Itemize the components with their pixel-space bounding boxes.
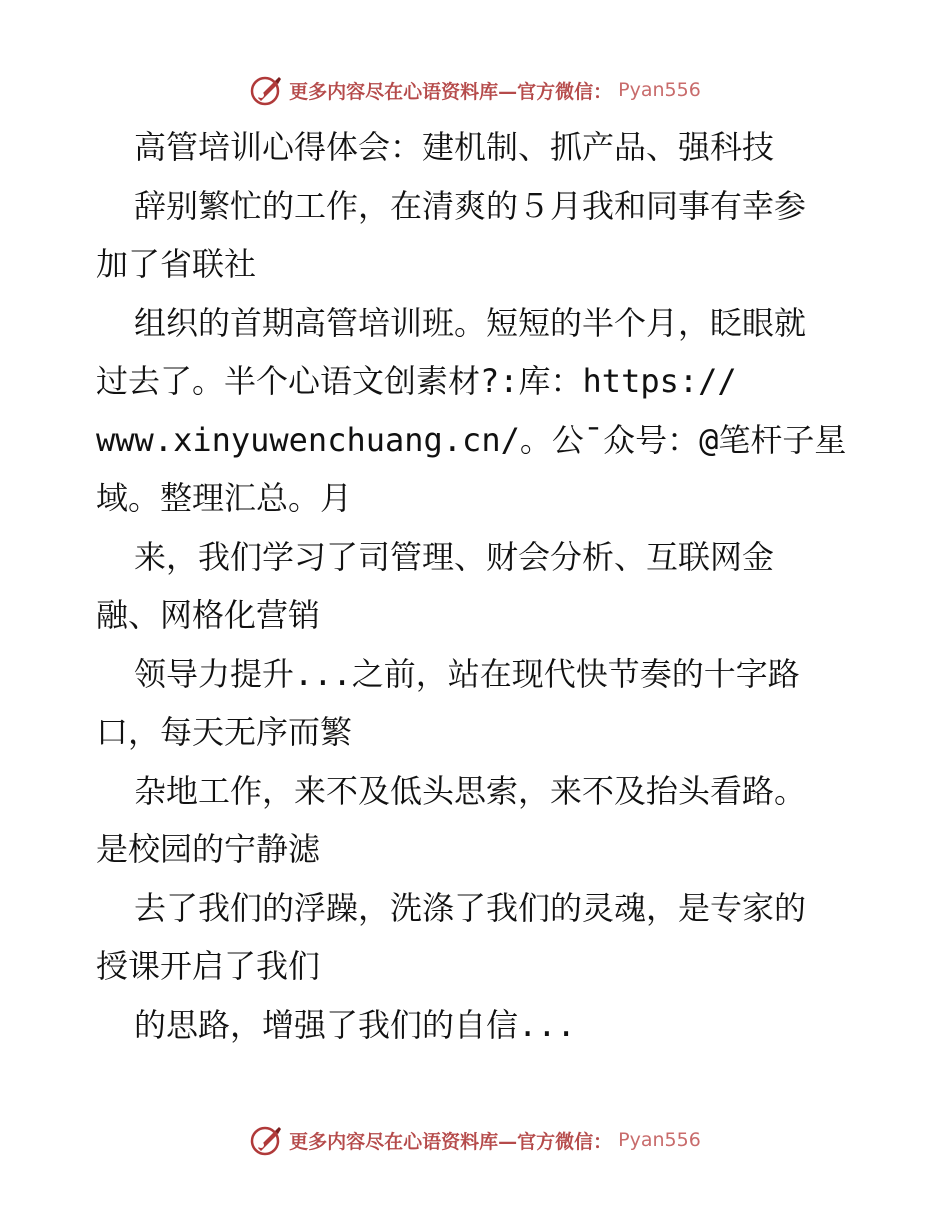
paragraph-line: www.xinyuwenchuang.cn/。公¯众号：@笔杆子星 (96, 420, 847, 459)
pen-logo-icon (249, 1123, 283, 1157)
paragraph-line: 加了省联社 (96, 245, 257, 283)
pen-logo-icon (249, 73, 283, 107)
document-body (96, 118, 866, 1054)
paragraph-line: 口，每天无序而繁 (96, 713, 353, 751)
paragraph-line: 组织的首期高管培训班。短短的半个月，眨眼就 (134, 303, 807, 342)
header-banner (0, 70, 950, 110)
paragraph-line: 来，我们学习了司管理、财会分析、互联网金 (134, 537, 775, 576)
banner-text: 更多内容尽在心语资料库—官方微信： (289, 1130, 613, 1153)
banner-wechat-id: Pyan556 (618, 79, 701, 101)
paragraph-line: 融、网格化营销 (96, 596, 321, 634)
paragraph-line: 杂地工作，来不及低头思索，来不及抬头看路。 (134, 771, 807, 810)
paragraph-line: 的思路，增强了我们的自信... (134, 1005, 576, 1044)
paragraph-line: 是校园的宁静滤 (96, 830, 321, 868)
banner-text: 更多内容尽在心语资料库—官方微信： (289, 80, 613, 103)
footer-banner (0, 1120, 950, 1160)
paragraph-line: 过去了。半个心语文创素材?:库：https:// (96, 362, 737, 400)
doc-title-line: 高管培训心得体会：建机制、抓产品、强科技 (134, 128, 775, 166)
paragraph-line: 领导力提升...之前，站在现代快节奏的十字路 (134, 654, 800, 693)
paragraph-line: 去了我们的浮躁，洗涤了我们的灵魂，是专家的 (134, 888, 807, 927)
paragraph-line: 授课开启了我们 (96, 947, 321, 985)
paragraph-line: 辞别繁忙的工作，在清爽的５月我和同事有幸参 (134, 186, 807, 225)
paragraph-line: 域。整理汇总。月 (96, 479, 353, 517)
banner-wechat-id: Pyan556 (618, 1129, 701, 1151)
